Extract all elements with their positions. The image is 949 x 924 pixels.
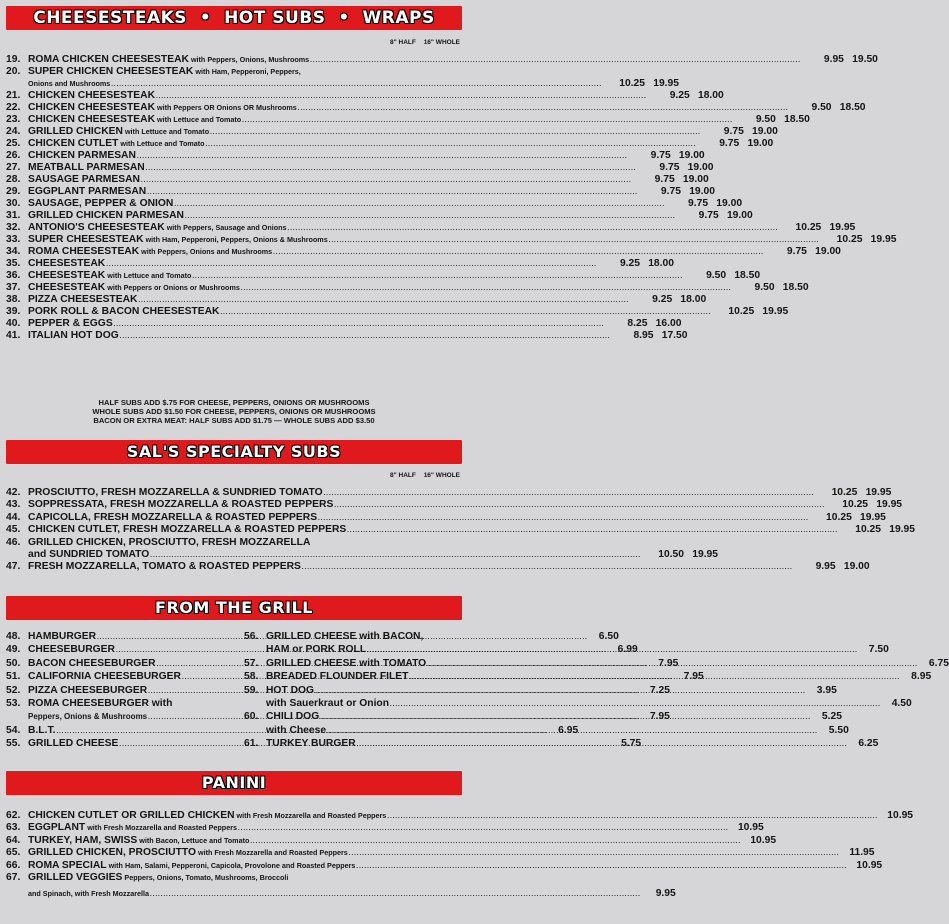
item-number: 27. <box>6 162 21 173</box>
item-name <box>28 174 140 186</box>
item-name <box>28 330 119 342</box>
item-price: 6.25 <box>858 738 879 750</box>
item-number: 33. <box>6 234 21 245</box>
item-name <box>28 258 105 270</box>
leader-dots <box>387 811 878 823</box>
item-number: 21. <box>6 90 21 101</box>
menu-item <box>6 834 777 848</box>
grill-item <box>244 698 912 711</box>
item-description: with Peppers, Sausage and Onions <box>164 223 287 232</box>
item-title: CHICKEN CUTLET OR GRILLED CHICKEN <box>28 810 235 821</box>
item-description: with Bacon, Lettuce and Tomato <box>137 835 250 845</box>
whole-price: 19.00 <box>815 246 841 257</box>
menu-item-continuation <box>28 888 676 901</box>
item-title: HAM or PORK ROLL <box>266 644 367 656</box>
whole-price: 19.95 <box>876 499 903 511</box>
item-number: 23. <box>6 114 21 125</box>
item-price: 7.95 <box>649 711 670 723</box>
whole-price: 11.95 <box>849 847 875 859</box>
item-name <box>28 512 317 524</box>
whole-price: 18.50 <box>839 102 866 113</box>
whole-price: 19.00 <box>752 126 778 137</box>
grill-item <box>6 698 228 710</box>
column-headers <box>384 472 460 479</box>
whole-price: 19.00 <box>678 150 705 161</box>
item-number: 55. <box>6 738 21 750</box>
item-title: Peppers, Onions & Mushrooms <box>28 712 148 722</box>
item-title: PORK ROLL & BACON CHEESESTEAK <box>28 306 220 317</box>
item-title: GRILLED CHICKEN, PROSCIUTTO <box>28 847 196 859</box>
item-name <box>28 222 287 234</box>
item-number: 45. <box>6 524 21 536</box>
item-number: 38. <box>6 294 21 305</box>
item-number: 26. <box>6 150 21 161</box>
item-title: ROMA CHICKEN CHEESESTEAK <box>28 54 189 65</box>
whole-price: 19.95 <box>860 511 886 523</box>
leader-dots <box>347 525 838 537</box>
half-price: 9.75 <box>660 186 681 197</box>
item-description: with Peppers OR Onions OR Mushrooms <box>155 103 297 112</box>
item-number: 51. <box>6 671 21 683</box>
item-number: 29. <box>6 186 21 197</box>
item-number: 41. <box>6 330 21 341</box>
half-price: 10.25 <box>842 499 869 511</box>
item-name <box>28 138 205 150</box>
whole-price: 19.95 <box>889 524 915 536</box>
item-title: SUPER CHEESESTEAK <box>28 234 144 245</box>
half-price: 9.75 <box>659 162 680 173</box>
whole-price: 19.95 <box>865 487 892 498</box>
item-name <box>28 234 328 246</box>
item-name <box>28 306 219 318</box>
item-name <box>28 150 136 162</box>
item-description: with Ham, Pepperoni, Peppers, Onions & Mushrooms <box>143 235 328 244</box>
item-title: ITALIAN HOT DOG <box>28 330 119 341</box>
item-price: 3.95 <box>816 684 837 696</box>
menu-item <box>6 872 460 884</box>
item-number: 53. <box>6 698 21 709</box>
half-price: 9.95 <box>823 54 844 65</box>
half-price: 9.95 <box>815 561 836 573</box>
leader-dots <box>349 848 840 860</box>
item-description: and Spinach, with Fresh Mozzarella <box>28 889 150 899</box>
item-title: EGGPLANT <box>28 822 86 834</box>
item-number: 47. <box>6 561 21 573</box>
item-number: 28. <box>6 174 21 185</box>
half-price: 10.50 <box>658 549 685 560</box>
item-number: 49. <box>6 644 21 656</box>
whole-price: 18.50 <box>734 270 761 281</box>
note-line: HALF SUBS ADD $.75 FOR CHEESE, PEPPERS, ONIONS OR MUSHROOMS <box>98 398 370 407</box>
item-title: GRILLED CHEESE <box>28 738 119 750</box>
whole-price: 19.00 <box>747 138 774 149</box>
item-number: 36. <box>6 270 21 281</box>
item-description: with Peppers, Onions and Mushrooms <box>139 247 273 256</box>
item-title: HOT DOG <box>266 684 315 696</box>
item-name <box>28 186 146 198</box>
whole-price: 19.95 <box>829 222 856 233</box>
item-name <box>28 294 137 306</box>
item-number: 65. <box>6 847 21 859</box>
item-name <box>28 822 237 834</box>
menu-item <box>6 330 688 343</box>
leader-dots <box>315 686 806 698</box>
half-price: 9.75 <box>719 138 740 149</box>
item-title: ROMA CHEESESTEAK <box>28 246 140 257</box>
item-name <box>28 66 301 78</box>
item-number: 52. <box>6 684 21 696</box>
item-name <box>28 102 297 114</box>
item-description: Onions and Mushrooms <box>28 79 111 88</box>
item-title: CHEESESTEAK <box>28 282 106 293</box>
whole-price: 19.00 <box>716 198 743 209</box>
item-price: 8.95 <box>911 671 932 683</box>
item-name <box>28 54 309 66</box>
whole-header: 16" WHOLE <box>423 39 460 46</box>
note-line: WHOLE SUBS ADD $1.50 FOR CHEESE, PEPPERS, ONIONS OR MUSHROOMS <box>92 407 376 416</box>
item-title: PIZZA CHEESESTEAK <box>28 294 138 305</box>
item-price: 6.95 <box>558 724 579 736</box>
leader-dots <box>390 699 881 711</box>
item-title: and SUNDRIED TOMATO <box>28 549 150 560</box>
whole-price: 10.95 <box>887 810 914 821</box>
item-number: 59. <box>244 684 259 696</box>
leader-dots <box>318 513 809 525</box>
item-title: BREADED FLOUNDER FILET <box>266 671 409 683</box>
item-title: CHICKEN CUTLET <box>28 138 119 149</box>
item-name <box>28 318 113 330</box>
leader-dots <box>367 645 858 657</box>
item-number: 62. <box>6 810 21 821</box>
section-banner-panini: PANINI <box>6 771 462 795</box>
leader-dots <box>238 823 729 835</box>
item-number: 35. <box>6 258 21 269</box>
item-title: CHILI DOG <box>266 711 320 723</box>
item-title: CHEESESTEAK <box>28 270 106 281</box>
half-price: 9.75 <box>654 174 675 185</box>
section-banner-specialty: SAL'S SPECIALTY SUBS <box>6 440 462 464</box>
half-price: 10.25 <box>831 487 858 498</box>
item-name <box>28 162 145 174</box>
item-title: ANTONIO'S CHEESESTEAK <box>28 222 165 233</box>
item-title: CHICKEN CHEESESTEAK <box>28 90 156 101</box>
item-price: 7.95 <box>683 671 704 683</box>
item-title: CHICKEN CUTLET, FRESH MOZZARELLA & ROASTED PEPPERS <box>28 524 347 536</box>
whole-price: 10.95 <box>856 859 883 871</box>
half-price: 9.25 <box>652 294 673 305</box>
item-title: ROMA CHEESEBURGER with <box>28 698 173 709</box>
whole-price: 19.00 <box>726 210 753 221</box>
whole-price: 19.00 <box>689 186 715 197</box>
menu-item <box>6 66 460 78</box>
half-price: 10.25 <box>795 222 822 233</box>
whole-header: 16" WHOLE <box>423 472 460 479</box>
menu-item <box>6 487 892 500</box>
item-price: 5.50 <box>828 724 849 736</box>
item-title: ROMA SPECIAL <box>28 859 107 871</box>
item-name <box>28 499 333 511</box>
whole-price: 17.50 <box>661 330 688 341</box>
item-description: with Lettuce and Tomato <box>155 115 242 124</box>
item-number: 37. <box>6 282 21 293</box>
item-name <box>28 114 241 126</box>
half-price: 9.75 <box>698 210 719 221</box>
item-number: 19. <box>6 54 21 65</box>
item-number: 46. <box>6 536 21 548</box>
item-description: with Lettuce and Tomato <box>118 139 205 148</box>
half-price: 9.75 <box>786 246 807 257</box>
item-number: 63. <box>6 822 21 834</box>
item-title: GRILLED CHICKEN PARMESAN <box>28 210 184 221</box>
menu-item <box>6 537 460 549</box>
item-name <box>28 487 323 499</box>
item-title: MEATBALL PARMESAN <box>28 162 145 173</box>
item-name <box>28 524 346 536</box>
whole-price: 19.95 <box>692 549 719 560</box>
leader-dots <box>150 889 641 901</box>
item-name <box>28 537 310 549</box>
leader-dots <box>427 659 918 671</box>
half-price: 10.25 <box>619 78 645 89</box>
item-number: 58. <box>244 671 259 683</box>
menu-item-continuation <box>28 549 719 562</box>
item-title: SOPPRESSATA, FRESH MOZZARELLA & ROASTED PEPPERS <box>28 499 334 511</box>
item-title: BACON CHEESEBURGER <box>28 657 156 669</box>
whole-price: 19.95 <box>653 78 679 89</box>
half-price: 9.50 <box>706 270 727 281</box>
item-title: GRILLED CHEESE with TOMATO <box>266 657 427 669</box>
item-description: with Peppers or Onions or Mushrooms <box>105 283 240 292</box>
whole-price: 19.95 <box>762 306 789 317</box>
item-title: GRILLED CHICKEN, PROSCIUTTO, FRESH MOZZARELLA <box>28 536 311 548</box>
item-description: with Fresh Mozzarella and Roasted Peppers <box>85 823 237 833</box>
item-title: CAPICOLLA, FRESH MOZZARELLA & ROASTED PEPPERS <box>28 511 318 523</box>
item-price: 5.25 <box>821 711 842 723</box>
item-title: SAUSAGE PARMESAN <box>28 174 140 185</box>
item-number: 43. <box>6 499 21 511</box>
item-name <box>28 246 272 258</box>
item-price: 4.50 <box>891 698 912 709</box>
item-number: 61. <box>244 738 259 750</box>
whole-price: 19.00 <box>682 174 709 185</box>
item-description: with Ham, Pepperoni, Peppers, <box>193 67 301 76</box>
leader-dots <box>320 712 811 724</box>
item-title: TURKEY BURGER <box>266 738 356 750</box>
half-header: 8" HALF <box>390 39 416 46</box>
item-number: 64. <box>6 834 21 846</box>
item-price: 7.95 <box>658 657 679 669</box>
note-line: BACON OR EXTRA MEAT: HALF SUBS ADD $1.75 — WHOLE SUBS ADD $3.50 <box>93 416 375 425</box>
item-name <box>28 198 173 210</box>
item-name <box>28 860 355 872</box>
half-price: 10.25 <box>826 511 852 523</box>
half-price: 9.50 <box>754 282 775 293</box>
item-name <box>28 90 155 102</box>
item-number: 67. <box>6 872 21 883</box>
item-title: PIZZA CHEESEBURGER <box>28 684 148 696</box>
half-price: 10.25 <box>836 234 863 245</box>
leader-dots <box>150 550 641 562</box>
leader-dots <box>334 500 825 512</box>
whole-price: 19.00 <box>687 162 714 173</box>
item-title: with Cheese <box>266 724 327 736</box>
item-description: Peppers, Onions, Tomato, Mushrooms, Broccoli <box>122 873 289 882</box>
item-number: 24. <box>6 126 21 137</box>
item-description: with Lettuce and Tomato <box>105 271 192 280</box>
half-header: 8" HALF <box>390 472 416 479</box>
leader-dots <box>324 488 815 500</box>
item-description: with Peppers, Onions, Mushrooms <box>188 55 310 64</box>
item-name <box>28 810 386 822</box>
item-number: 57. <box>244 657 259 669</box>
item-description: with Fresh Mozzarella and Roasted Peppers <box>234 811 387 820</box>
item-price: 6.50 <box>598 631 619 642</box>
whole-price: 18.50 <box>784 114 810 125</box>
item-title: with Sauerkraut or Onion <box>266 698 390 709</box>
item-title: CHICKEN PARMESAN <box>28 150 136 161</box>
menu-item <box>6 810 914 823</box>
menu-item <box>6 847 875 860</box>
item-number: 48. <box>6 631 21 642</box>
half-price: 8.25 <box>627 318 648 329</box>
leader-dots <box>409 672 900 684</box>
item-price: 7.50 <box>868 644 889 656</box>
section-banner-cheesesteaks: CHEESESTEAKS • HOT SUBS • WRAPS <box>6 6 462 30</box>
item-number: 42. <box>6 487 21 498</box>
item-title: FRESH MOZZARELLA, TOMATO & ROASTED PEPPERS <box>28 561 301 573</box>
item-title: GRILLED CHEESE with BACON, <box>266 631 424 642</box>
whole-price: 10.95 <box>737 822 764 834</box>
item-number: 22. <box>6 102 21 113</box>
item-price: 9.95 <box>655 888 676 900</box>
leader-dots <box>357 739 848 751</box>
item-price: 7.25 <box>649 684 670 696</box>
item-name <box>28 847 348 859</box>
item-description: with Ham, Salami, Pepperoni, Capicola, Provolone and Roasted Peppers <box>106 860 356 870</box>
item-number: 54. <box>6 724 21 736</box>
item-title: GRILLED CHICKEN <box>28 126 123 137</box>
half-price: 8.95 <box>633 330 654 341</box>
item-number: 39. <box>6 306 21 317</box>
menu-item <box>6 524 915 537</box>
whole-price: 18.50 <box>782 282 809 293</box>
item-price: 6.99 <box>617 644 638 656</box>
item-title: SAUSAGE, PEPPER & ONION <box>28 198 174 209</box>
menu-item <box>6 499 903 512</box>
menu-item <box>6 822 764 835</box>
leader-dots <box>356 861 847 873</box>
half-price: 9.75 <box>650 150 671 161</box>
item-number: 66. <box>6 859 21 871</box>
item-title: PROSCIUTTO, FRESH MOZZARELLA & SUNDRIED TOMATO <box>28 487 323 498</box>
half-price: 9.50 <box>755 114 776 125</box>
item-price: 6.75 <box>928 657 949 669</box>
whole-price: 18.00 <box>697 90 724 101</box>
item-title: B.L.T. <box>28 724 56 736</box>
item-number: 25. <box>6 138 21 149</box>
column-headers <box>384 39 460 46</box>
item-name <box>28 835 249 847</box>
item-number: 30. <box>6 198 21 209</box>
leader-dots <box>250 836 741 848</box>
menu-item <box>6 561 870 574</box>
whole-price: 19.00 <box>843 561 870 573</box>
item-title: GRILLED VEGGIES <box>28 872 123 883</box>
section-banner-grill: FROM THE GRILL <box>6 596 462 620</box>
item-name <box>28 282 240 294</box>
item-number: 56. <box>244 631 259 642</box>
item-name <box>28 872 288 884</box>
half-price: 9.25 <box>619 258 640 269</box>
whole-price: 18.00 <box>680 294 707 305</box>
whole-price: 10.95 <box>750 834 777 846</box>
half-price: 10.25 <box>855 524 881 536</box>
half-price: 9.25 <box>669 90 690 101</box>
menu-item <box>6 511 886 525</box>
half-price: 9.75 <box>688 198 709 209</box>
whole-price: 18.00 <box>648 258 674 269</box>
item-name <box>28 210 184 222</box>
item-number: 50. <box>6 657 21 669</box>
item-description: with Fresh Mozzarella and Roasted Peppers <box>196 848 348 858</box>
item-name <box>28 126 209 138</box>
half-price: 9.75 <box>723 126 744 137</box>
item-number: 40. <box>6 318 21 329</box>
item-price: 5.75 <box>621 738 642 750</box>
half-price: 9.50 <box>811 102 832 113</box>
item-name <box>28 270 191 282</box>
item-name <box>28 561 301 573</box>
item-title: EGGPLANT PARMESAN <box>28 186 147 197</box>
item-number: 20. <box>6 66 21 77</box>
menu-item <box>6 859 883 873</box>
leader-dots <box>327 726 818 738</box>
item-title: CHICKEN CHEESESTEAK <box>28 114 156 125</box>
item-number: 60. <box>244 711 259 723</box>
half-price: 10.25 <box>728 306 755 317</box>
leader-dots <box>120 331 611 343</box>
item-title: CALIFORNIA CHEESEBURGER <box>28 671 181 683</box>
whole-price: 19.95 <box>870 234 897 245</box>
item-description: with Lettuce and Tomato <box>122 127 210 136</box>
item-title: HAMBURGER <box>28 631 97 642</box>
whole-price: 16.00 <box>655 318 682 329</box>
item-title: TURKEY, HAM, SWISS <box>28 834 138 846</box>
item-number: 31. <box>6 210 21 221</box>
leader-dots <box>302 562 793 574</box>
item-title: CHEESEBURGER <box>28 644 115 656</box>
grill-item <box>244 631 460 643</box>
item-title: PEPPER & EGGS <box>28 318 113 329</box>
item-title: CHICKEN CHEESESTEAK <box>28 102 156 113</box>
whole-price: 19.50 <box>852 54 878 65</box>
item-number: 44. <box>6 511 21 523</box>
item-title: SUPER CHICKEN CHEESESTEAK <box>28 66 194 77</box>
item-title: CHEESESTEAK <box>28 258 106 269</box>
item-number: 32. <box>6 222 21 233</box>
item-number: 34. <box>6 246 21 257</box>
add-on-notes <box>0 398 468 425</box>
